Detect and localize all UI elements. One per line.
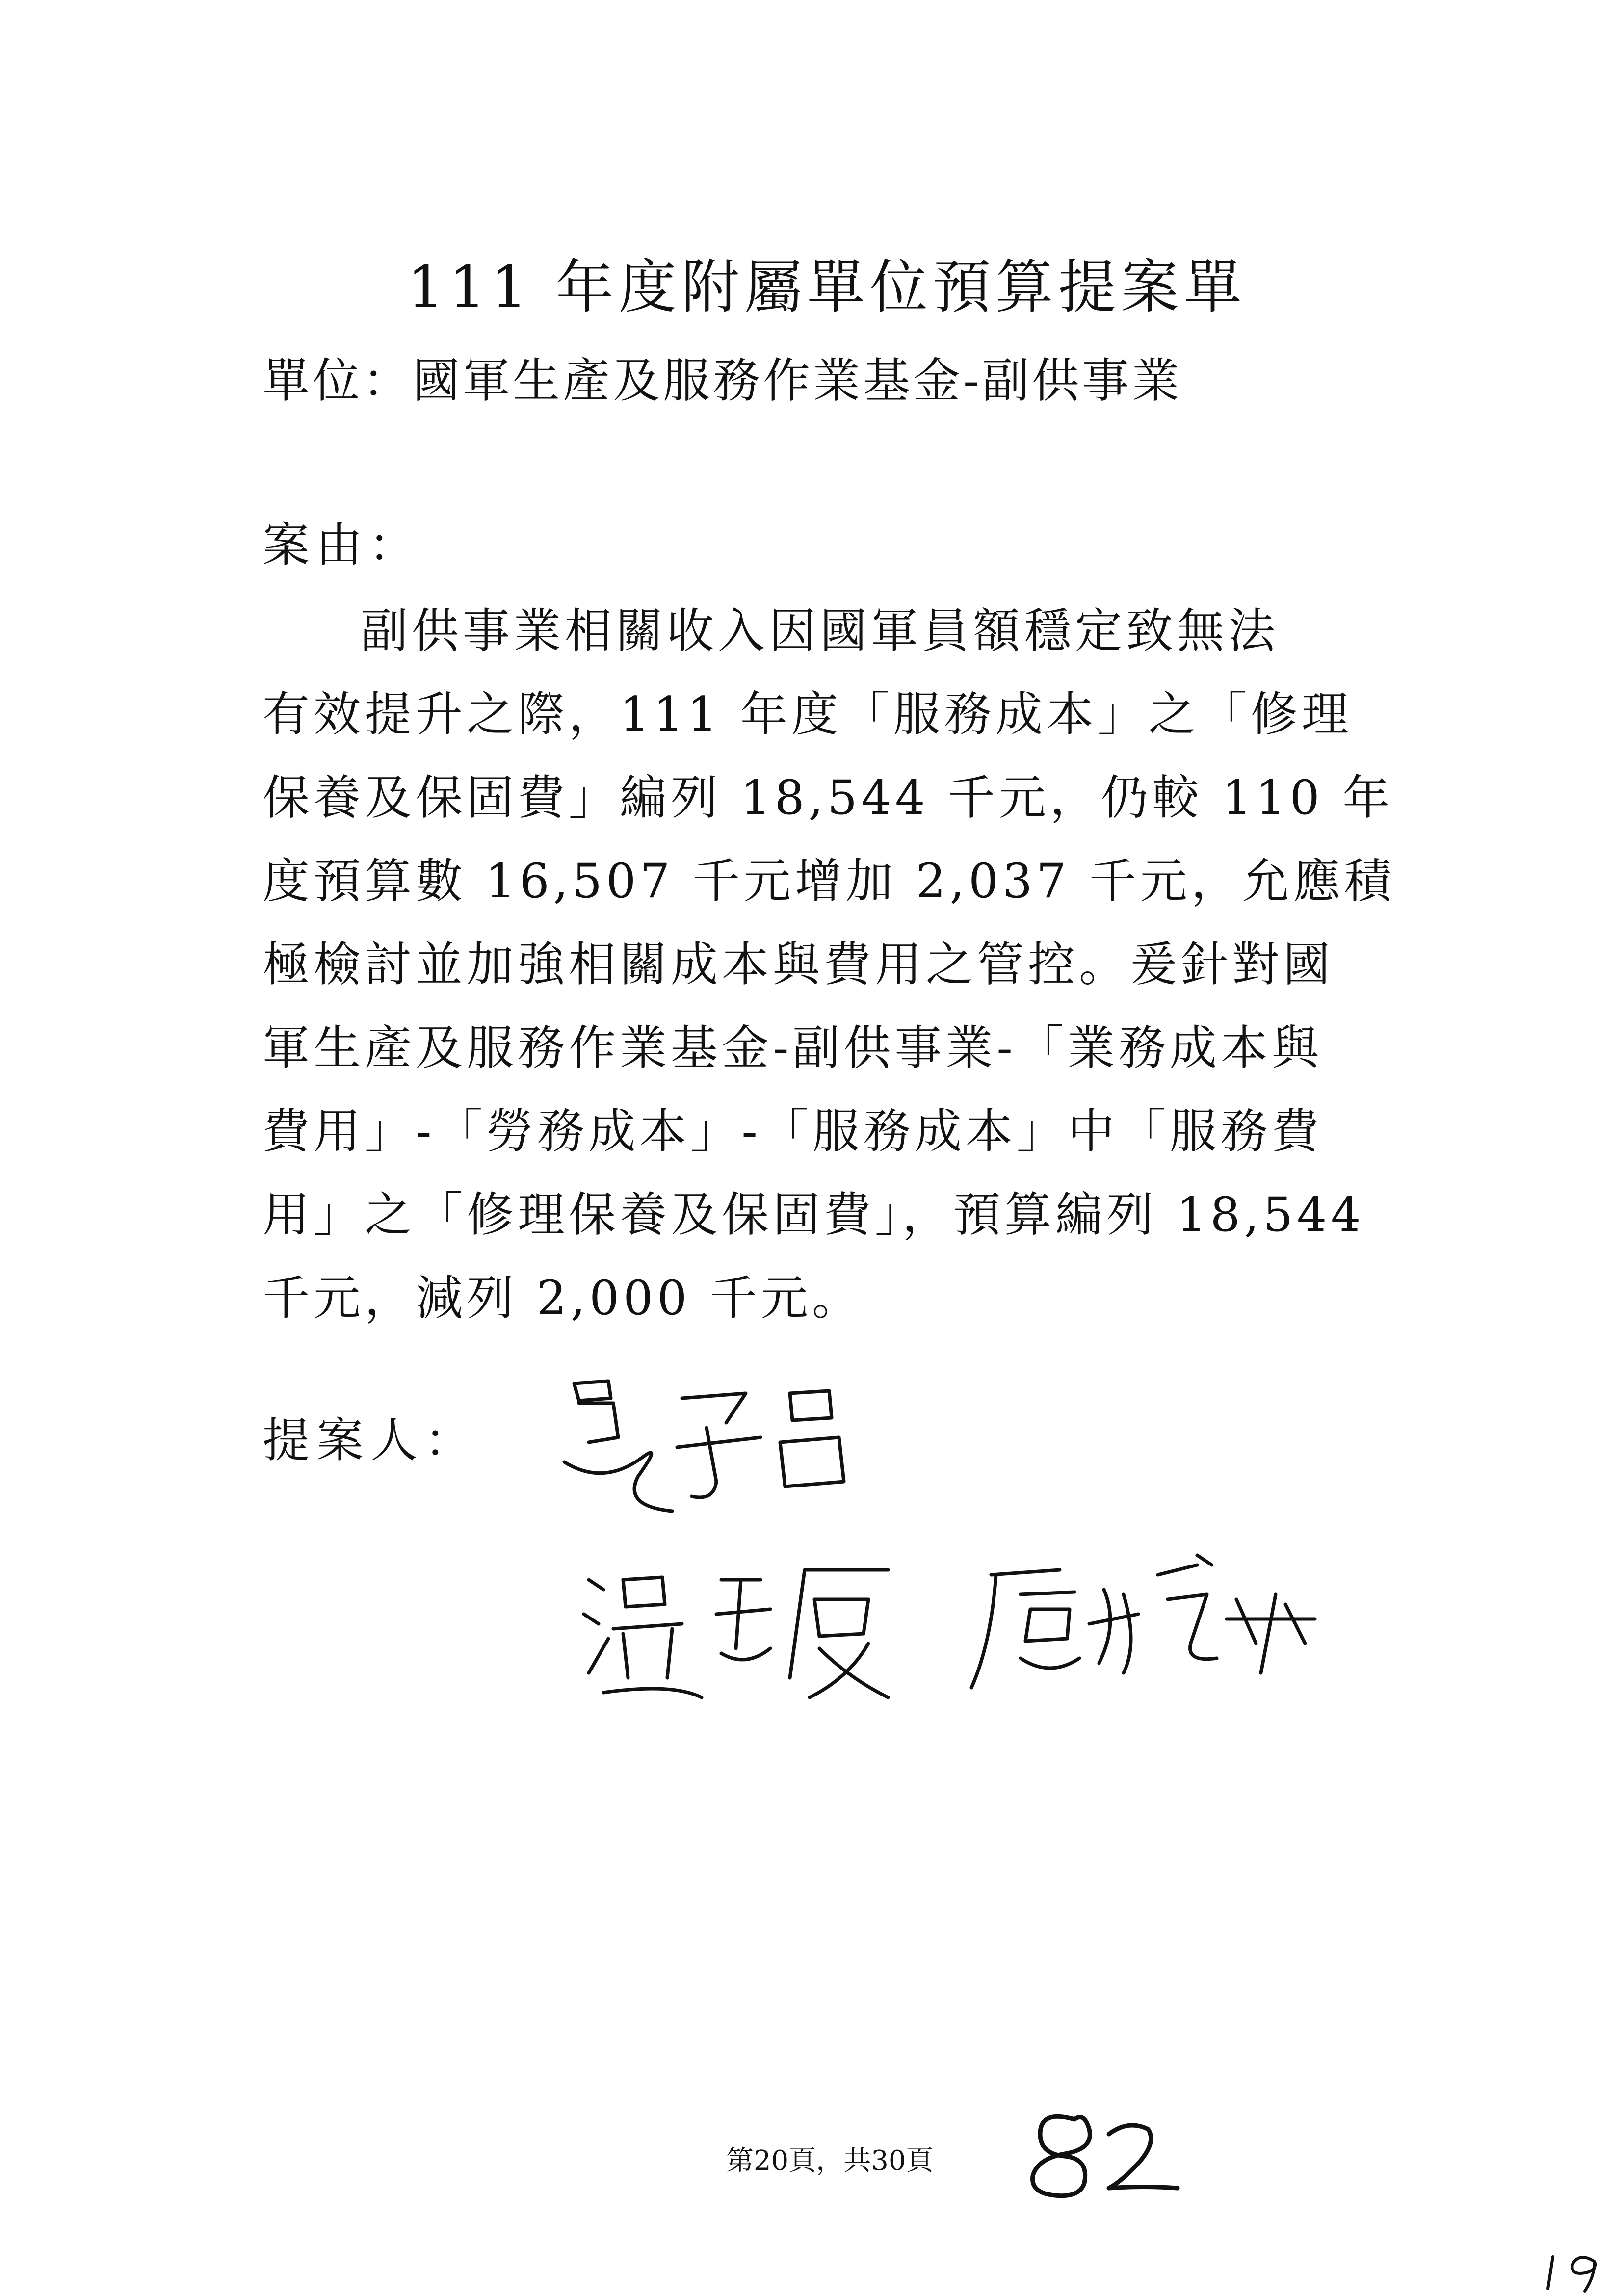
- document-title: 111 年度附屬單位預算提案單: [407, 253, 1247, 321]
- body-line: 度預算數 16,507 千元增加 2,037 千元，允應積: [262, 854, 1395, 909]
- body-line: 費用」-「勞務成本」-「服務成本」中「服務費: [262, 1104, 1323, 1159]
- body-line: 極檢討並加強相關成本與費用之管控。爰針對國: [262, 937, 1334, 992]
- body-line: 用」之「修理保養及保固費」，預算編列 18,544: [262, 1187, 1365, 1242]
- signature-3: [962, 1545, 1354, 1707]
- body-line: 保養及保固費」編列 18,544 千元，仍較 110 年: [262, 770, 1394, 825]
- body-line: 有效提升之際，111 年度「服務成本」之「修理: [262, 687, 1353, 742]
- signature-1: [545, 1364, 888, 1526]
- proposer-label: 提案人：: [262, 1413, 478, 1468]
- handwritten-corner-number: [1541, 2247, 1614, 2294]
- unit-line: 單位：國軍生產及服務作業基金-副供事業: [262, 353, 1182, 408]
- body-line: 軍生產及服務作業基金-副供事業-「業務成本與: [262, 1020, 1323, 1075]
- reason-label: 案由：: [262, 518, 421, 573]
- body-line: 千元，減列 2,000 千元。: [262, 1271, 863, 1326]
- signature-2: [574, 1550, 917, 1712]
- body-line: 副供事業相關收入因國軍員額穩定致無法: [361, 603, 1279, 658]
- handwritten-page-number: [1011, 2100, 1187, 2208]
- page-footer: 第20頁，共30頁: [726, 2145, 934, 2177]
